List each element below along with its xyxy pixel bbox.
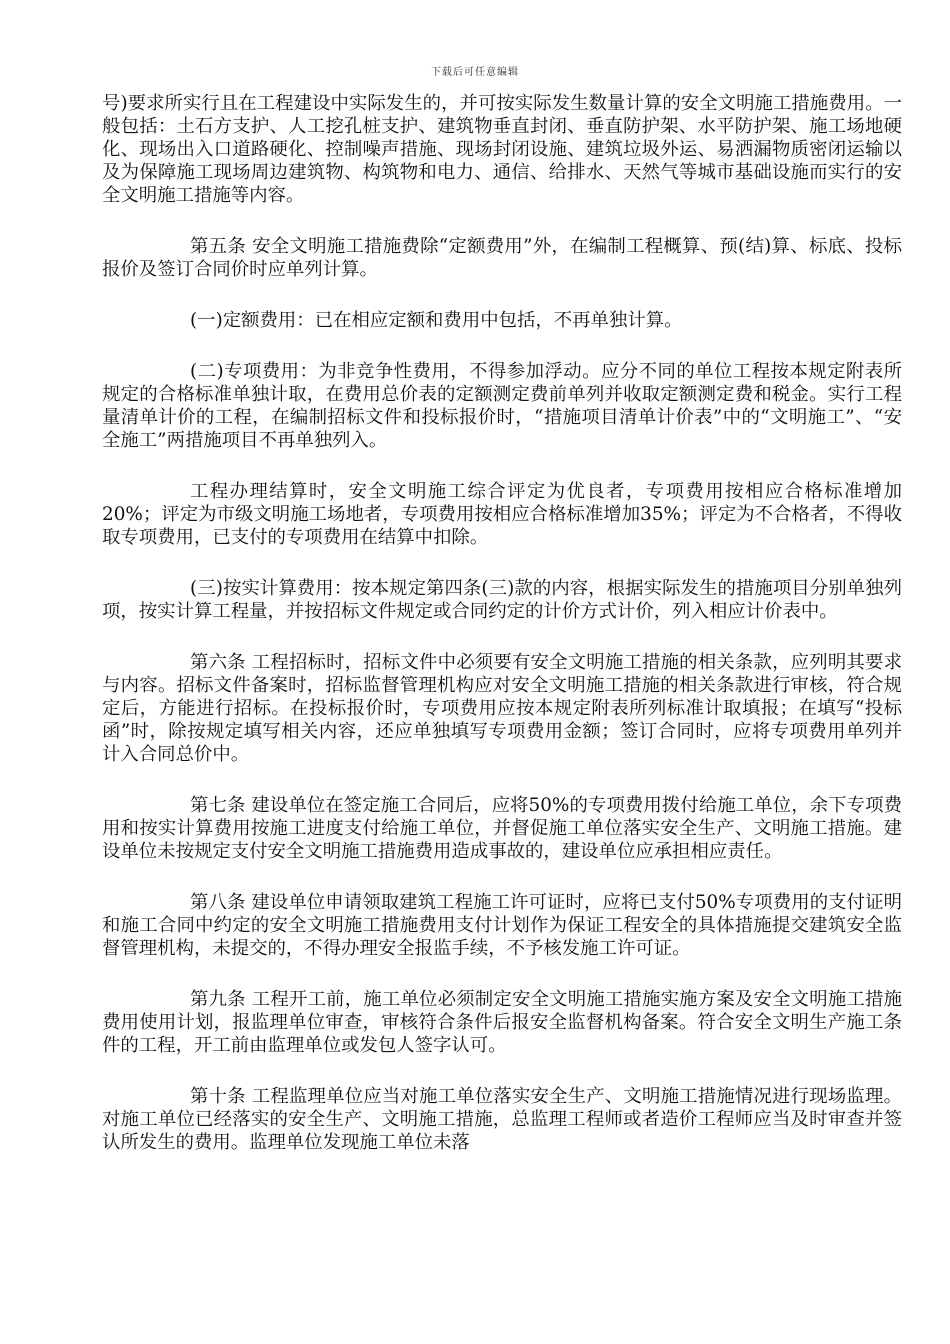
paragraph-article-5: 第五条 安全文明施工措施费除“定额费用”外，在编制工程概算、预(结)算、标底、投标报价及签订合同价时应单列计算。 [102,236,902,280]
page-header-note: 下载后可任意编辑 [431,67,519,78]
paragraph-article-6: 第六条 工程招标时，招标文件中必须要有安全文明施工措施的相关条款，应列明其要求与内容。招标文件备案时，招标监督管理机构应对安全文明施工措施的相关条款进行审核，符合规定后，方能进行招标。在投标报价时，专项费用应按本规定附表所列标准计取填报；在填写“投标函”时，除按规定填写相关内容，还应单独填写专项费用金额；签订合同时，应将专项费用单列并计入合同总价中。 [102,652,902,765]
paragraph-item-3: (三)按实计算费用：按本规定第四条(三)款的内容，根据实际发生的措施项目分别单独列项，按实计算工程量，并按招标文件规定或合同约定的计价方式计价，列入相应计价表中。 [102,578,902,622]
paragraph-item-1: (一)定额费用：已在相应定额和费用中包括，不再单独计算。 [190,310,683,331]
paragraph-article-8: 第八条 建设单位申请领取建筑工程施工许可证时，应将已支付50%专项费用的支付证明和施工合同中约定的安全文明施工措施费用支付计划作为保证工程安全的具体措施提交建筑安全监督管理机构，未提交的，不得办理安全报监手续，不予核发施工许可证。 [102,892,902,959]
paragraph-article-9: 第九条 工程开工前，施工单位必须制定安全文明施工措施实施方案及安全文明施工措施费用使用计划，报监理单位审查，审核符合条件后报安全监督机构备案。符合安全文明生产施工条件的工程，开工前由监理单位或发包人签字认可。 [102,989,902,1056]
document-body [102,92,902,1182]
paragraph-settlement: 工程办理结算时，安全文明施工综合评定为优良者，专项费用按相应合格标准增加20%；评定为市级文明施工场地者，专项费用按相应合格标准增加35%；评定为不合格者，不得收取专项费用，已支付的专项费用在结算中扣除。 [102,481,902,548]
paragraph-article-7: 第七条 建设单位在签定施工合同后，应将50%的专项费用拨付给施工单位，余下专项费用和按实计算费用按施工进度支付给施工单位，并督促施工单位落实安全生产、文明施工措施。建设单位未按规定支付安全文明施工措施费用造成事故的，建设单位应承担相应责任。 [102,795,902,862]
paragraph-article-10: 第十条 工程监理单位应当对施工单位落实安全生产、文明施工措施情况进行现场监理。对施工单位已经落实的安全生产、文明施工措施，总监理工程师或者造价工程师应当及时审查并签认所发生的费用。监理单位发现施工单位未落 [102,1086,902,1153]
paragraph-continuation: 号)要求所实行且在工程建设中实际发生的，并可按实际发生数量计算的安全文明施工措施费用。一般包括：土石方支护、人工挖孔桩支护、建筑物垂直封闭、垂直防护架、水平防护架、施工场地硬化、现场出入口道路硬化、控制噪声措施、现场封闭设施、建筑垃圾外运、易洒漏物质密闭运输以及为保障施工现场周边建筑物、构筑物和电力、通信、给排水、天然气等城市基础设施而实行的安全文明施工措施等内容。 [102,93,902,206]
paragraph-item-2: (二)专项费用：为非竞争性费用，不得参加浮动。应分不同的单位工程按本规定附表所规定的合格标准单独计取，在费用总价表的定额测定费前单列并收取定额测定费和税金。实行工程量清单计价的工程，在编制招标文件和投标报价时，“措施项目清单计价表”中的“文明施工”、“安全施工”两措施项目不再单独列入。 [102,361,902,451]
